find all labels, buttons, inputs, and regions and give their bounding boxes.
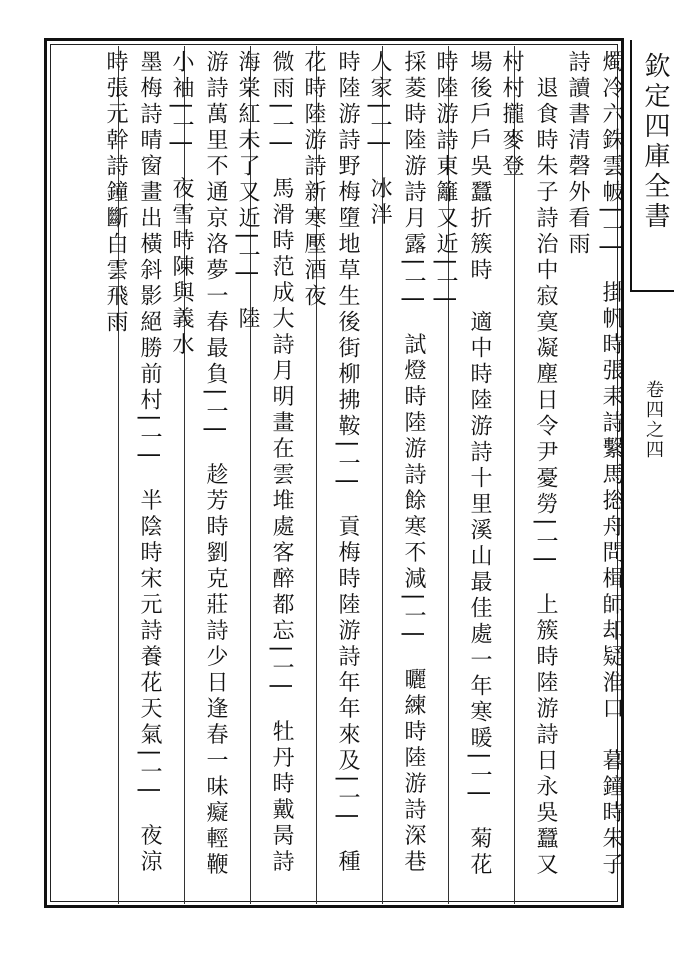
text-column-2: 退食時朱子詩治中寂寞凝塵日令尹憂勞|一| 上簇時陸游詩日永吳蠶又村村攏麥登 [499,50,558,879]
text-column-6: 微雨|一| 馬滑時范成大詩月明畫在雲堆處客醉都忘|一| 牡丹時戴昺詩海棠紅未了又近|一| 陸 [235,50,294,876]
text-column-5: 時陸游詩野梅墮地草生後街柳拂鞍|一| 貢梅時陸游詩年年來及|一| 種花時陸游詩新寒壓酒夜 [301,50,360,876]
text-column-3: 場後戶戶吳蠶折簇時 適中時陸游詩十里溪山最佳處一年寒暖|一| 菊花時陸游詩東籬又近|一| [433,50,492,879]
margin-divider [630,290,674,292]
text-column-4: 採菱時陸游詩月露|一| 試燈時陸游詩餘寒不減|一| 曬練時陸游詩深巷人家|一| 冰泮 [367,50,426,876]
book-title: 欽定四庫全書 [640,52,670,232]
text-column-1: 燭冷六銖雲帔|一| 掛帆時張耒詩繫馬捴舟問楫師却疑淮口 暮鐘時朱子詩讀書清磬外看雨 [565,50,624,879]
volume-label: 卷四之四 [643,380,664,460]
text-column-8: 墨梅詩晴窗畫出橫斜影絕勝前村|一| 半陰時宋元詩養花天氣|一| 夜涼時張元幹詩鐘斷白雲飛雨 [103,50,162,876]
text-column-7: 游詩萬里不通京洛夢一春最負|一| 趁芳時劉克莊詩少日逢春一味癡輕鞭小袖|一| 夜雪時陳與義水 [169,50,228,879]
